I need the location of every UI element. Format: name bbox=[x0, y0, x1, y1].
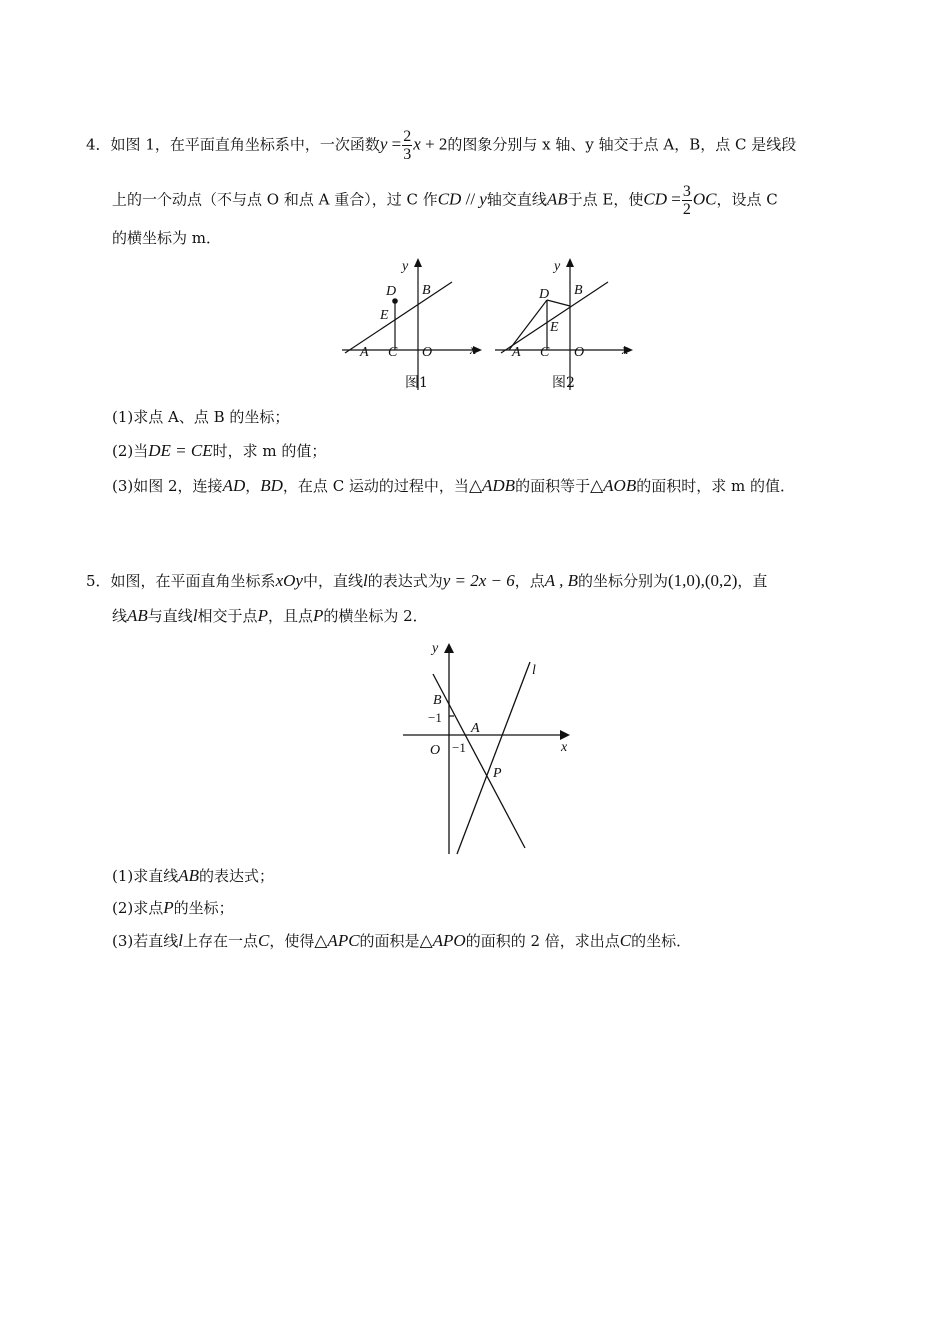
text: 时，求 m 的值； bbox=[212, 442, 327, 460]
label-b: B bbox=[433, 693, 442, 708]
problem-number: 5． bbox=[86, 572, 111, 590]
math-ad: AD bbox=[222, 476, 246, 495]
text: 的图象分别与 x 轴、y 轴交于点 A，B，点 C 是线段 bbox=[447, 135, 797, 154]
text: (1)求直线 bbox=[112, 867, 179, 885]
text: ，且点 bbox=[267, 607, 313, 625]
problem-5-question-3 bbox=[112, 931, 691, 951]
math-p: P bbox=[257, 606, 268, 625]
problem-4-line-1 bbox=[86, 128, 796, 163]
math-y: y bbox=[379, 134, 388, 154]
math-triangle-apo: △APO bbox=[419, 931, 466, 950]
text: ， bbox=[245, 477, 261, 495]
text: (2)求点 bbox=[112, 899, 164, 917]
math-de-ce: DE = CE bbox=[148, 441, 213, 460]
math-cd: CD bbox=[643, 189, 667, 209]
text: ，在点 C 运动的过程中，当 bbox=[282, 477, 469, 495]
text: 的面积是 bbox=[359, 932, 420, 950]
y-axis-arrow bbox=[414, 258, 422, 267]
text: (3)如图 2，连接 bbox=[112, 477, 223, 495]
label-e: E bbox=[380, 308, 389, 323]
label-b: B bbox=[422, 283, 431, 298]
text: (3)若直线 bbox=[112, 932, 179, 950]
label-tick-y: −1 bbox=[428, 710, 442, 725]
math-ab: AB bbox=[127, 606, 148, 625]
label-y: y bbox=[432, 641, 439, 656]
math-p: P bbox=[163, 898, 174, 917]
problem-4-question-1 bbox=[112, 407, 289, 427]
math-parallel: // bbox=[461, 189, 480, 209]
text: 与直线 bbox=[147, 607, 193, 625]
label-o: O bbox=[574, 345, 585, 360]
label-c: C bbox=[540, 345, 550, 360]
math-c: C bbox=[619, 931, 632, 950]
math-p: P bbox=[312, 606, 324, 625]
label-l: l bbox=[532, 663, 536, 678]
math-cd: CD bbox=[437, 189, 462, 209]
math-y: y bbox=[479, 189, 487, 209]
label-tick-x: −1 bbox=[452, 740, 466, 755]
line-ab bbox=[345, 282, 452, 353]
math-x: x bbox=[413, 134, 421, 154]
text: ，使得 bbox=[269, 932, 315, 950]
problem-4-question-3 bbox=[112, 476, 795, 496]
text: 的面积时，求 m 的值． bbox=[636, 477, 795, 495]
text: 如图，在平面直角坐标系 bbox=[110, 572, 276, 590]
text: 线 bbox=[112, 607, 128, 625]
label-x: x bbox=[561, 740, 568, 755]
math-coordinates: (1,0),(0,2) bbox=[668, 571, 738, 590]
math-l: l bbox=[362, 571, 368, 590]
label-y: y bbox=[554, 259, 561, 274]
point-d bbox=[392, 298, 398, 304]
fraction-three-halves: $\frac{3}{2}$ bbox=[682, 183, 691, 218]
figure-2-caption: 图2 bbox=[552, 375, 575, 391]
segment-ad bbox=[509, 300, 547, 350]
label-x: x bbox=[470, 343, 477, 358]
math-triangle-adb: △ADB bbox=[468, 476, 516, 495]
text: 的坐标． bbox=[631, 932, 692, 950]
problem-5-line-2 bbox=[112, 606, 428, 626]
text: 相交于点 bbox=[197, 607, 258, 625]
text: 的面积的 2 倍，求出点 bbox=[465, 932, 620, 950]
segment-bd bbox=[547, 300, 570, 306]
problem-5-question-1 bbox=[112, 866, 274, 886]
text: ，点 bbox=[514, 572, 545, 590]
figure-1-caption: 图1 bbox=[405, 375, 428, 391]
text: 中，直线 bbox=[302, 572, 363, 590]
text: 的表达式为 bbox=[367, 572, 443, 590]
math-c: C bbox=[258, 931, 270, 950]
math-triangle-apc: △APC bbox=[314, 931, 360, 950]
math-l: l bbox=[192, 606, 198, 625]
text: ，直 bbox=[737, 572, 768, 590]
y-axis-arrow bbox=[444, 643, 454, 653]
problem-5-line-1 bbox=[86, 571, 767, 591]
text: 的面积等于 bbox=[515, 477, 591, 495]
math-l: l bbox=[178, 931, 183, 950]
math-triangle-aob: △AOB bbox=[590, 476, 637, 495]
text: 于点 E，使 bbox=[567, 190, 644, 209]
label-e: E bbox=[550, 320, 559, 335]
label-p: P bbox=[493, 766, 502, 781]
math-xoy: xOy bbox=[275, 571, 303, 590]
fraction-two-thirds: $\frac{2}{3}$ bbox=[403, 128, 412, 163]
math-ab: AB bbox=[546, 189, 568, 209]
text: 如图 1，在平面直角坐标系中，一次函数 bbox=[110, 135, 380, 154]
label-x: x bbox=[622, 343, 629, 358]
math-eq: = bbox=[666, 189, 681, 209]
text: 的坐标； bbox=[173, 899, 234, 917]
figure-1 bbox=[330, 250, 490, 400]
figure-2 bbox=[483, 250, 643, 400]
problem-5-question-2 bbox=[112, 898, 234, 918]
math-oc: OC bbox=[692, 189, 717, 209]
label-d: D bbox=[539, 287, 550, 302]
text: 轴交直线 bbox=[486, 190, 547, 209]
line-ab bbox=[433, 674, 525, 848]
text: 的坐标分别为 bbox=[577, 572, 668, 590]
text: 的表达式； bbox=[199, 867, 275, 885]
label-c: C bbox=[388, 345, 398, 360]
math-bd: BD bbox=[260, 476, 283, 495]
label-b: B bbox=[574, 283, 583, 298]
math-eq: = bbox=[387, 134, 402, 154]
line-ab bbox=[501, 282, 608, 353]
math-ab: AB bbox=[178, 866, 200, 885]
math-plus-two: + 2 bbox=[420, 134, 448, 154]
line-l bbox=[457, 662, 530, 854]
math-line-l-equation: y = 2x − 6 bbox=[442, 571, 515, 590]
x-axis-arrow bbox=[560, 730, 570, 740]
problem-4-line-3 bbox=[112, 228, 221, 248]
text: (1)求点 A、点 B 的坐标； bbox=[112, 408, 290, 426]
text: 的横坐标为 m． bbox=[112, 229, 221, 247]
y-axis-arrow bbox=[566, 258, 574, 267]
label-o: O bbox=[430, 743, 441, 758]
text: 的横坐标为 2． bbox=[323, 607, 428, 625]
figure-problem-5 bbox=[395, 636, 585, 861]
label-d: D bbox=[386, 284, 397, 299]
label-a: A bbox=[512, 345, 521, 360]
problem-number: 4． bbox=[86, 135, 111, 154]
problem-4-line-2 bbox=[112, 183, 778, 218]
text: (2)当 bbox=[112, 442, 149, 460]
text: 上的一个动点（不与点 O 和点 A 重合），过 C 作 bbox=[112, 190, 438, 209]
text: 上存在一点 bbox=[182, 932, 258, 950]
label-y: y bbox=[402, 259, 409, 274]
math-a-b: A , B bbox=[544, 571, 578, 590]
label-a: A bbox=[471, 721, 480, 736]
problem-4-question-2 bbox=[112, 441, 326, 461]
label-a: A bbox=[360, 345, 369, 360]
label-o: O bbox=[422, 345, 433, 360]
text: ，设点 C bbox=[716, 190, 778, 209]
